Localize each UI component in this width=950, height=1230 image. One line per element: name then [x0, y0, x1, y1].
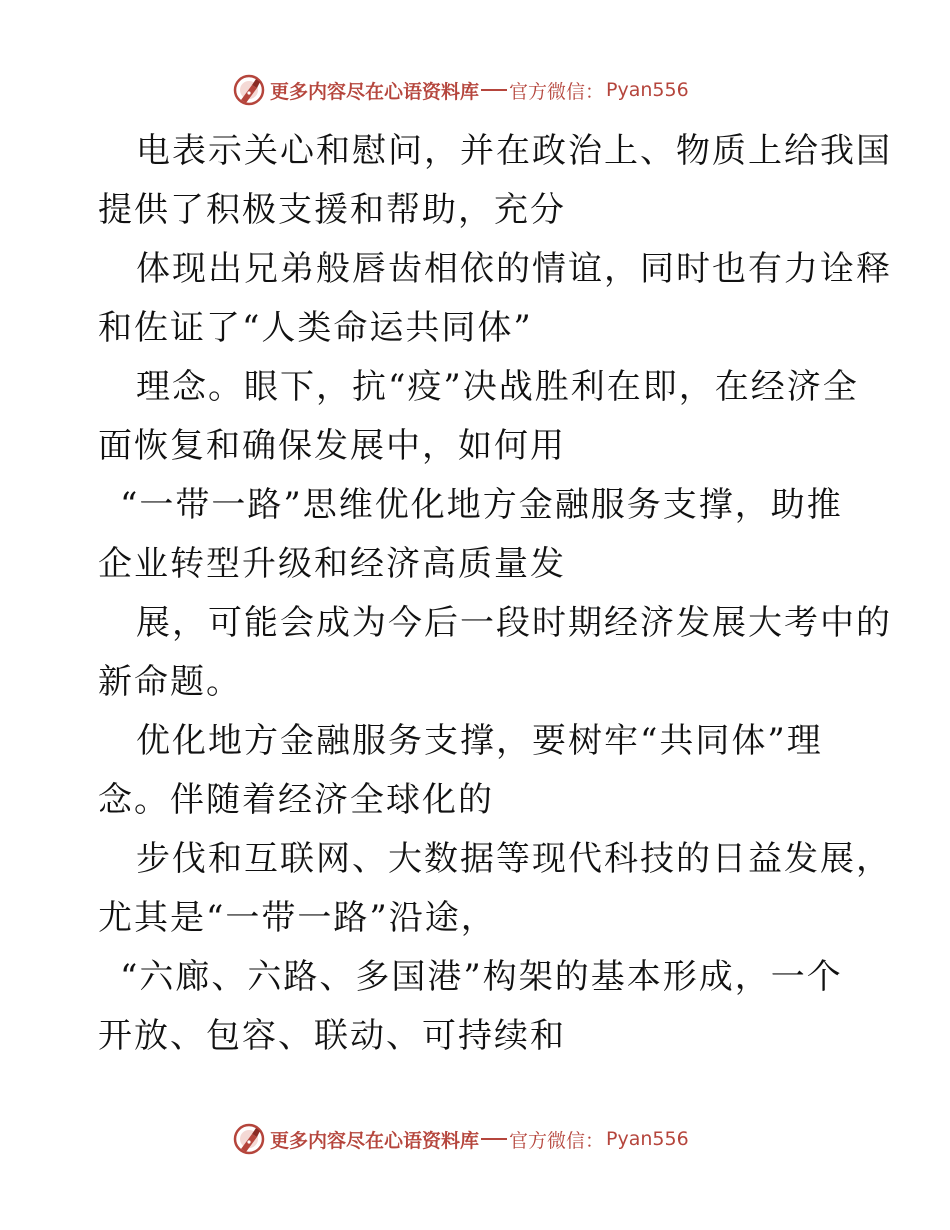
banner-brand-text: 更多内容尽在心语资料库 [270, 80, 480, 103]
paragraph [98, 830, 892, 948]
paragraph-line: 念。伴随着经济全球化的 [98, 780, 494, 820]
paragraph-line: 理念。眼下，抗“疫”决战胜利在即，在经济全 [136, 367, 859, 407]
banner-wechat-id: Pyan556 [606, 79, 689, 101]
paragraph [98, 712, 858, 830]
paragraph-line: 企业转型升级和经济高质量发 [98, 544, 566, 584]
paragraph [98, 122, 892, 240]
paragraph-line: 展，可能会成为今后一段时期经济发展大考中的 [136, 603, 892, 643]
pen-nib-logo-icon [232, 1122, 266, 1156]
paragraph-line: “六廊、六路、多国港”构架的基本形成，一个 [120, 957, 843, 997]
paragraph [98, 476, 858, 594]
paragraph-line: 和佐证了“人类命运共同体” [98, 308, 533, 348]
banner-dash [481, 1138, 507, 1140]
pen-nib-logo-icon [232, 73, 266, 107]
paragraph-line: “一带一路”思维优化地方金融服务支撑，助推 [120, 485, 843, 525]
paragraph [98, 948, 858, 1066]
banner-wechat-label: 官方微信： [509, 1129, 605, 1152]
paragraph [98, 594, 892, 712]
paragraph-line: 提供了积极支援和帮助，充分 [98, 190, 566, 230]
paragraph-line: 新命题。 [98, 662, 242, 702]
paragraph-line: 优化地方金融服务支撑，要树牢“共同体”理 [136, 721, 823, 761]
paragraph-line: 电表示关心和慰问，并在政治上、物质上给我国 [136, 131, 892, 171]
paragraph-line: 面恢复和确保发展中，如何用 [98, 426, 566, 466]
banner-brand-text: 更多内容尽在心语资料库 [270, 1129, 480, 1152]
banner-wechat-id: Pyan556 [606, 1128, 689, 1150]
paragraph-line: 步伐和互联网、大数据等现代科技的日益发展， [136, 839, 892, 879]
document-body [98, 122, 892, 1066]
paragraph-line: 开放、包容、联动、可持续和 [98, 1016, 566, 1056]
footer-banner [232, 1122, 712, 1156]
paragraph [98, 358, 858, 476]
paragraph [98, 240, 892, 358]
paragraph-line: 体现出兄弟般唇齿相依的情谊，同时也有力诠释 [136, 249, 892, 289]
paragraph-line: 尤其是“一带一路”沿途， [98, 898, 497, 938]
header-banner [232, 73, 712, 107]
banner-dash [481, 89, 507, 91]
banner-wechat-label: 官方微信： [509, 80, 605, 103]
